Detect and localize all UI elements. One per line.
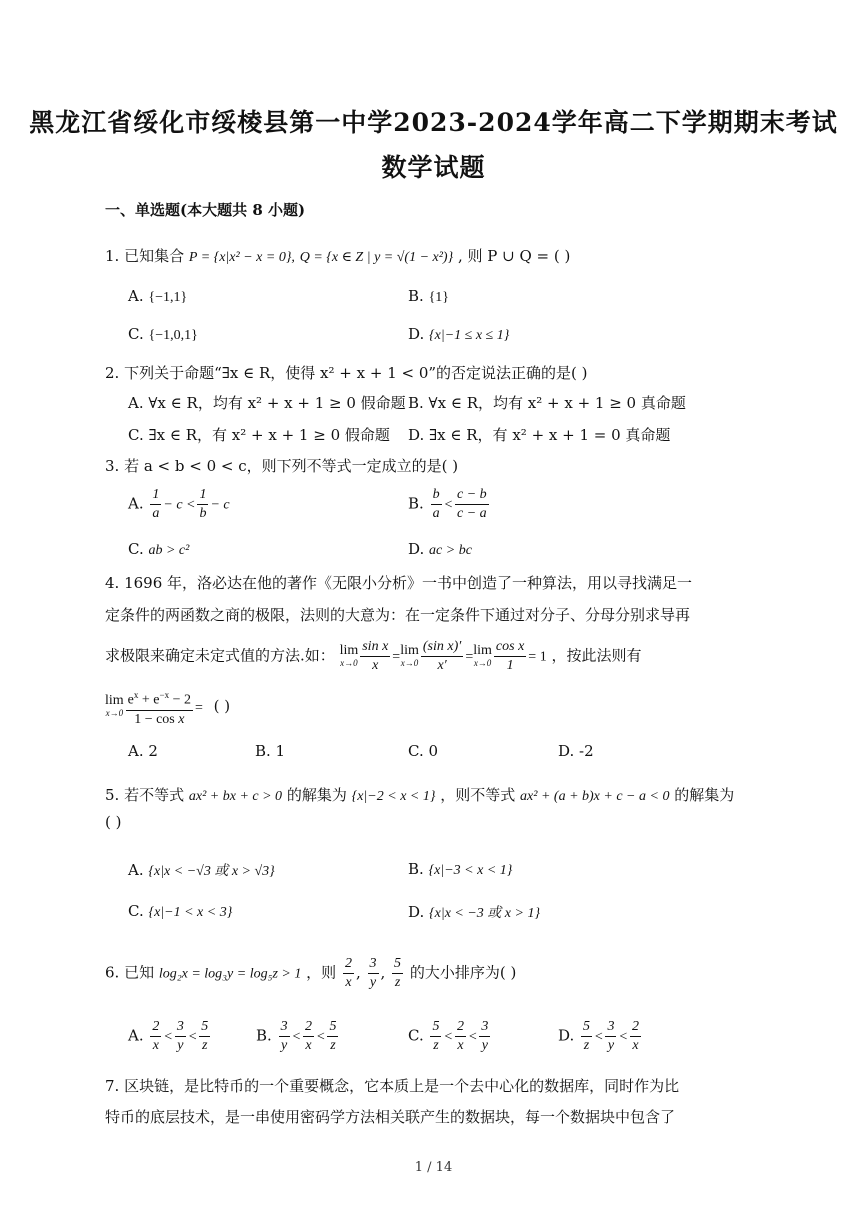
q2-option-b: B. ∀x ∈ R，均有 x² + x + 1 ≥ 0 真命题 (408, 394, 686, 412)
exam-subtitle: 数学试题 (381, 153, 486, 182)
question-1 (105, 245, 570, 266)
q3-d-text: ac > bc (429, 543, 472, 558)
q5-stem-c: ，则不等式 (440, 786, 516, 804)
q4-option-b: B. 1 (255, 742, 286, 760)
exam-title: 黑龙江省绥化市绥棱县第一中学2023-2024学年高二下学期期末考试 (29, 108, 838, 137)
question-4-line3: 求极限来确定未定式值的方法.如： lim x→0 $\frac{\text{sin x}}{x}$ =lim x→0 $\frac{\text{(sin x)′}}{x'}$ =lim x→0 $\frac{\text{cos x}}{1}$ = 1 ，按此法则有 (105, 639, 642, 673)
q1-option-b: B. {1} (408, 287, 450, 305)
q3-option-c: C. ab > c² (128, 540, 190, 558)
question-3: 3. 若 a < b < 0 < c，则下列不等式一定成立的是( ) (105, 457, 459, 475)
q3-option-b: B. $\frac{b}{a}$ < $\frac{c - b}{c - a}$ (408, 487, 487, 521)
q6-stem-a: 6. 已知 (105, 963, 155, 982)
q6-condition: log₂x = log₃y = log₅z > 1 (158, 966, 302, 982)
q5-option-d: D. {x|x < −3 或 x > 1} (408, 903, 541, 921)
q1-c-text: {−1,0,1} (148, 328, 198, 343)
q4-option-d: D. -2 (558, 742, 594, 760)
q6-option-b: B. $\frac{3}{y}$ < $\frac{2}{x}$ < $\frac{5}{z}$ (256, 1019, 337, 1053)
q2-option-d: D. ∃x ∈ R，有 x² + x + 1 = 0 真命题 (408, 426, 671, 444)
q1-number: 1. (105, 247, 120, 265)
q5-ineq1: ax² + bx + c > 0 (188, 789, 283, 804)
q3-c-text: ab > c² (148, 543, 190, 558)
q5-a-text: {x|x < −√3 或 x > √3} (148, 864, 275, 879)
page-number: 1 / 14 (414, 1160, 453, 1175)
q1-option-c: C. {−1,0,1} (128, 325, 198, 343)
q6-stem-b: ，则 (306, 963, 337, 982)
q1-set-p: P = {x|x² − x = 0}, (188, 250, 295, 265)
q4-option-a: A. 2 (128, 742, 158, 760)
q6-stem-c: 的大小排序为( ) (409, 963, 517, 982)
q5-d-text: {x|x < −3 或 x > 1} (429, 906, 541, 921)
q5-b-text: {x|−3 < x < 1} (428, 863, 513, 878)
q6-option-d: D. $\frac{5}{z}$ < $\frac{3}{y}$ < $\frac{2}{x}$ (558, 1019, 639, 1053)
question-4-line1: 4. 1696 年，洛必达在他的著作《无限小分析》一书中创造了一种算法，用以寻找满足一 (105, 574, 693, 592)
q2-option-c: C. ∃x ∈ R，有 x² + x + 1 ≥ 0 假命题 (128, 426, 390, 444)
question-7-line1: 7. 区块链，是比特币的一个重要概念，它本质上是一个去中心化的数据库，同时作为比 (105, 1077, 680, 1095)
q1-option-a: A. {−1,1} (128, 287, 188, 305)
q1-stem: 已知集合 (124, 247, 185, 265)
q5-option-b: B. {x|−3 < x < 1} (408, 860, 513, 878)
q1-tail: , 则 P ∪ Q = ( ) (457, 247, 571, 265)
q4-line3-tail: ，按此法则有 (551, 646, 642, 665)
q4-line3-text: 求极限来确定未定式值的方法.如： (105, 646, 335, 665)
q5-ineq2: ax² + (a + b)x + c − a < 0 (520, 789, 670, 804)
question-6: 6. 已知 log₂x = log₃y = log₅z > 1 ，则 $\frac{2}{x}$ , $\frac{3}{y}$ , $\frac{5}{z}$ 的大小排序为( ) (105, 956, 517, 990)
question-7-line2: 特币的底层技术，是一串使用密码学方法相关联产生的数据块，每一个数据块中包含了 (105, 1108, 676, 1126)
q3-option-d: D. ac > bc (408, 540, 472, 558)
q5-stem-d: 的解集为 (674, 786, 735, 804)
q5-stem-b: 的解集为 (286, 786, 347, 804)
q6-option-a: A. $\frac{2}{x}$ < $\frac{3}{y}$ < $\frac{5}{z}$ (128, 1019, 209, 1053)
question-4-line2: 定条件的两函数之商的极限，法则的大意为：在一定条件下通过对分子、分母分别求导再 (105, 606, 691, 624)
q4-paren: ( ) (213, 697, 231, 716)
q5-c-text: {x|−1 < x < 3} (148, 905, 233, 920)
q5-paren: ( ) (105, 813, 122, 831)
q5-option-c: C. {x|−1 < x < 3} (128, 902, 233, 920)
q5-option-a: A. {x|x < −√3 或 x > √3} (128, 861, 275, 879)
q4-option-c: C. 0 (408, 742, 439, 760)
q2-option-a: A. ∀x ∈ R，均有 x² + x + 1 ≥ 0 假命题 (128, 394, 406, 412)
question-4-line4: lim x→0 $\frac{e^x + e^{-x} - 2}{\text{1 − cos x}}$ = ( ) (105, 686, 230, 729)
q6-option-c: C. $\frac{5}{z}$ < $\frac{2}{x}$ < $\frac{3}{y}$ (408, 1019, 489, 1053)
q1-a-text: {−1,1} (148, 290, 188, 305)
section-heading: 一、单选题(本大题共 8 小题) (105, 201, 306, 219)
question-2: 2. 下列关于命题“∃x ∈ R，使得 x² + x + 1 < 0”的否定说法正确的是( ) (105, 364, 588, 382)
q1-set-q: Q = {x ∈ Z | y = √(1 − x²)} (299, 250, 454, 265)
q1-d-text: {x|−1 ≤ x ≤ 1} (429, 328, 510, 343)
q1-b-text: {1} (428, 290, 450, 305)
q5-stem-a: 5. 若不等式 (105, 786, 185, 804)
q3-option-a: A. $\frac{1}{a}$ − c < $\frac{1}{b}$ − c (128, 487, 230, 521)
question-5 (105, 784, 734, 805)
q5-set1: {x|−2 < x < 1} (351, 789, 436, 804)
q1-option-d: D. {x|−1 ≤ x ≤ 1} (408, 325, 510, 343)
